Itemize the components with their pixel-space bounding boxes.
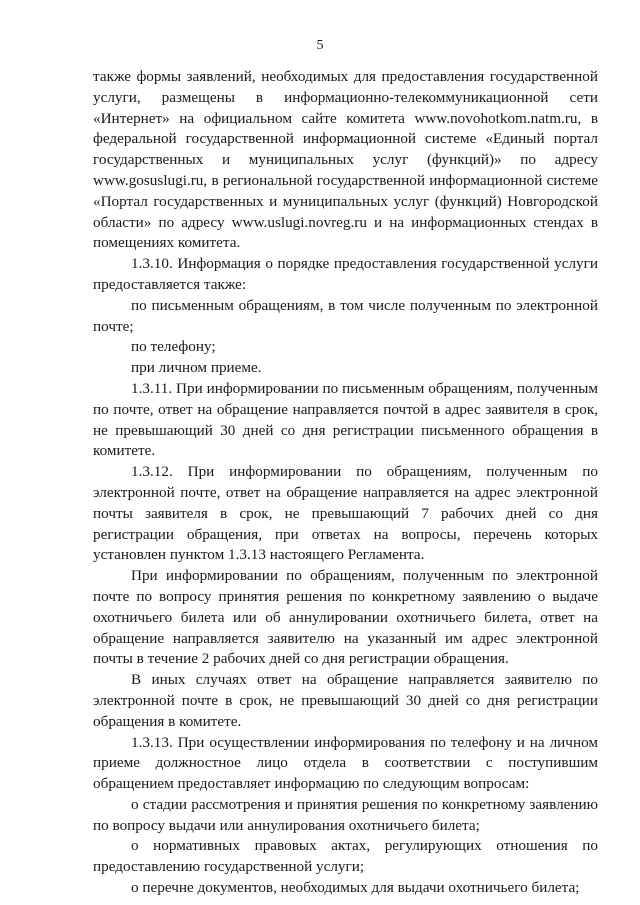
- list-item-stage-of-review: о стадии рассмотрения и принятия решения по конкретному заявлению по вопросу выдачи или аннулирования охотничьего билета;: [93, 795, 598, 834]
- document-body: [93, 67, 598, 899]
- paragraph-1-3-12: 1.3.12. При информировании по обращениям, полученным по электронной почте, ответ на обращение направляется на адрес электронной почты заявителя в срок, не превышающий 7 рабочих дней со дня регистрации обращения, при ответах на вопросы, перечень которых установлен пунктом 1.3.13 настоящего Регламента.: [93, 463, 598, 564]
- list-item-documents-list: о перечне документов, необходимых для выдачи охотничьего билета;: [131, 879, 580, 897]
- paragraph-1-3-10: 1.3.10. Информация о порядке предоставления государственной услуги предоставляется также:: [93, 255, 598, 293]
- paragraph-other-cases: В иных случаях ответ на обращение направляется заявителю по электронной почте в срок, не превышающий 30 дней со дня регистрации обращения в комитете.: [93, 671, 598, 730]
- list-item-legal-acts: о нормативных правовых актах, регулирующих отношения по предоставлению государственной услуги;: [93, 837, 598, 876]
- list-item-phone: по телефону;: [131, 338, 216, 356]
- paragraph-1-3-13: 1.3.13. При осуществлении информирования по телефону и на личном приеме должностное лицо отдела в соответствии с поступившим обращением предоставляет информацию по следующим вопросам:: [93, 733, 598, 793]
- page-number: 5: [316, 38, 324, 53]
- list-item-personal-visit: при личном приеме.: [131, 359, 262, 377]
- paragraph-intro-continuation: также формы заявлений, необходимых для предоставления государственной услуги, размещены в информационно-телекоммуникационной сети «Интернет» на официальном сайте комитета www.novohotkom.natm.ru, в федеральной государственной информационной системе «Единый портал государственных и муниципальных услуг (функций)» по адресу www.gosuslugi.ru, в региональной государственной информационной системе «Портал государственных и муниципальных услуг (функций) Новгородской области» по адресу www.uslugi.novreg.ru и на информационных стендах в помещениях комитета.: [93, 68, 598, 252]
- paragraph-1-3-11: 1.3.11. При информировании по письменным обращениям, полученным по почте, ответ на обращение направляется почтой в адрес заявителя в срок, не превышающий 30 дней со дня регистрации письменного обращения в комитете.: [93, 379, 598, 460]
- list-item-written-requests: по письменным обращениям, в том числе полученным по электронной почте;: [93, 296, 598, 335]
- paragraph-email-hunting-ticket: При информировании по обращениям, полученным по электронной почте по вопросу принятия решения по конкретному заявлению о выдаче охотничьего билета или об аннулировании охотничьего билета, ответ на обращение направляется заявителю на указанный им адрес электронной почты в течение 2 рабочих дней со дня регистрации обращения.: [93, 567, 598, 668]
